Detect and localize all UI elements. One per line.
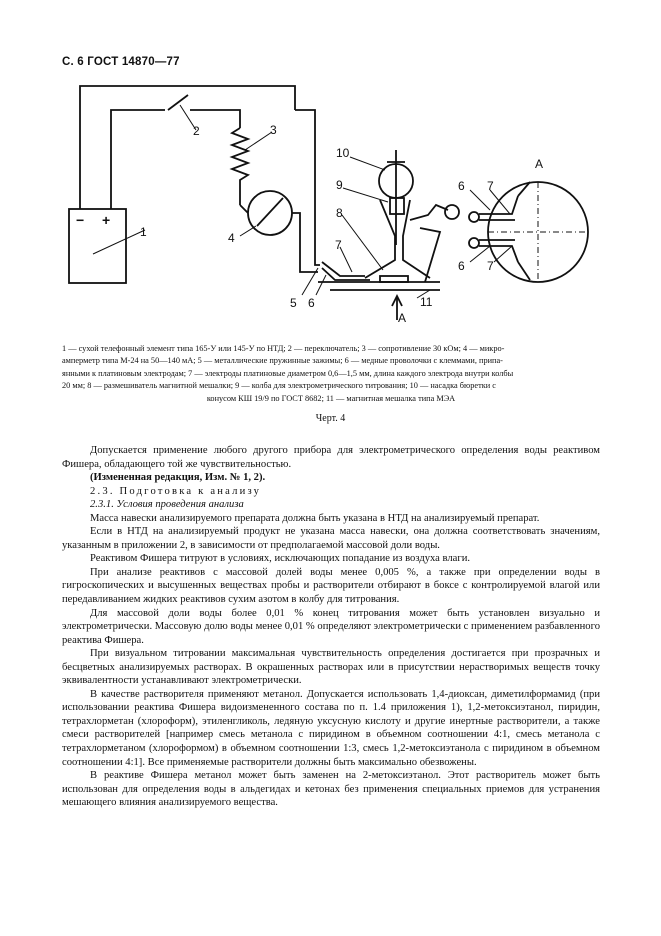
label-6: 6 [308, 296, 315, 310]
paragraph: Если в НТД на анализируемый продукт не указана масса навески, она должна соответствовать значениям, указанным в приложении 2, в зависимости от предполагаемой массовой доли воды. [62, 526, 600, 551]
section-heading: 2.3. Подготовка к анализу [90, 485, 262, 497]
label-4: 4 [228, 231, 235, 245]
caption-line: 1 — сухой телефонный элемент типа 165-У или 145-У по НТД; 2 — переключатель; 3 — сопротивление 30 кОм; 4 — микро- [62, 344, 505, 353]
label-A-detail: А [535, 157, 544, 171]
figure-title: Черт. 4 [315, 413, 346, 424]
label-1: 1 [140, 225, 147, 239]
label-3: 3 [270, 123, 277, 137]
label-10: 10 [336, 146, 350, 160]
paragraph: Реактивом Фишера титруют в условиях, исключающих попадание из воздуха влаги. [90, 553, 471, 565]
paragraph: В реактиве Фишера метанол может быть заменен на 2-метоксиэтанол. Этот растворитель может быть использован для определения воды в альдегидах и кетонах без применения специальных приемов для устранения мешающего влияния анализируемого вещества. [62, 770, 600, 809]
label-8: 8 [336, 206, 343, 220]
paragraph: При визуальном титровании максимальная чувствительность определения достигается при прозрачных и бесцветных анализируемых растворах. В окрашенных растворах или в присутствии нерастворимых веществ точку эквивалентности устанавливают электрометрически. [62, 648, 600, 687]
paragraph: В качестве растворителя применяют метанол. Допускается использовать 1,4-диоксан, диметилформамид (при использовании реактива Фишера видоизмененного состава по п. 1.4 приложения 1), 1,2-метоксиэтанол, пиридин, тетрахлорметан (хлороформ), этиленгликоль, ледяную уксусную кислоту и другие инертные растворители, а также смеси растворителей [например смесь метанола с пиридином в объемном соотношении 4:1, смесь метанола с тетрахлорметаном (хлороформом) в объемном соотношении 1:3, смесь 1,2-метоксиэтанола с пиридином в объемном соотношении 4:1]. Все применяемые растворители должны быть максимально обезвожены. [62, 688, 600, 768]
svg-text:−: − [76, 212, 85, 228]
label-7-bottom: 7 [487, 259, 494, 273]
caption-line: янными к платиновым электродам; 7 — электроды платиновые диаметром 0,6—1,5 мм, длина каждого электрода внутри колбы [62, 368, 514, 378]
label-2: 2 [193, 124, 200, 138]
label-A-arrow: А [398, 311, 407, 325]
caption-line: 20 мм; 8 — размешиватель магнитной мешалки; 9 — колба для электрометрического титрования; 10 — насадка бюретки с [62, 381, 496, 391]
paragraph: Масса навески анализируемого препарата должна быть указана в НТД на анализируемый препарат. [90, 512, 540, 524]
page-header: С. 6 ГОСТ 14870—77 [62, 56, 180, 68]
caption-line: конусом КШ 19/9 по ГОСТ 8682; 11 — магнитная мешалка типа МЭА [206, 393, 456, 403]
svg-text:+: + [102, 212, 111, 228]
label-11: 11 [420, 295, 433, 309]
amendment-note: (Измененная редакция, Изм. № 1, 2). [90, 472, 266, 484]
subsection-heading: 2.3.1. Условия проведения анализа [90, 499, 244, 511]
label-7: 7 [335, 238, 342, 252]
paragraph: При анализе реактивов с массовой долей воды менее 0,005 %, а также при определении воды в гигроскопических и высушенных веществах пробы и растворители отбирают в боксе с контролируемой влагой или передавливанием жидких реактивов сухим азотом в колбу для титрования. [62, 566, 600, 606]
label-6-top: 6 [458, 179, 465, 193]
figure-caption [62, 343, 600, 405]
document-body [62, 444, 600, 810]
paragraph: Допускается применение любого другого прибора для электрометрического определения воды реактивом Фишера, обладающего той же чувствительностью. [62, 445, 600, 470]
paragraph: Для массовой доли воды более 0,01 % конец титрования может быть установлен визуально и электрометрически. Массовую долю воды менее 0,01 % определяют электрометрически с применением разбавленного реактива Фишера. [62, 607, 600, 646]
label-6-bottom: 6 [458, 259, 465, 273]
label-7-top: 7 [487, 179, 494, 193]
label-9: 9 [336, 178, 343, 192]
apparatus-diagram [0, 70, 661, 345]
caption-line: амперметр типа М-24 на 50—140 мА; 5 — металлические пружинные зажимы; 6 — медные проволочки с клеммами, припа- [62, 356, 503, 366]
label-5: 5 [290, 296, 297, 310]
